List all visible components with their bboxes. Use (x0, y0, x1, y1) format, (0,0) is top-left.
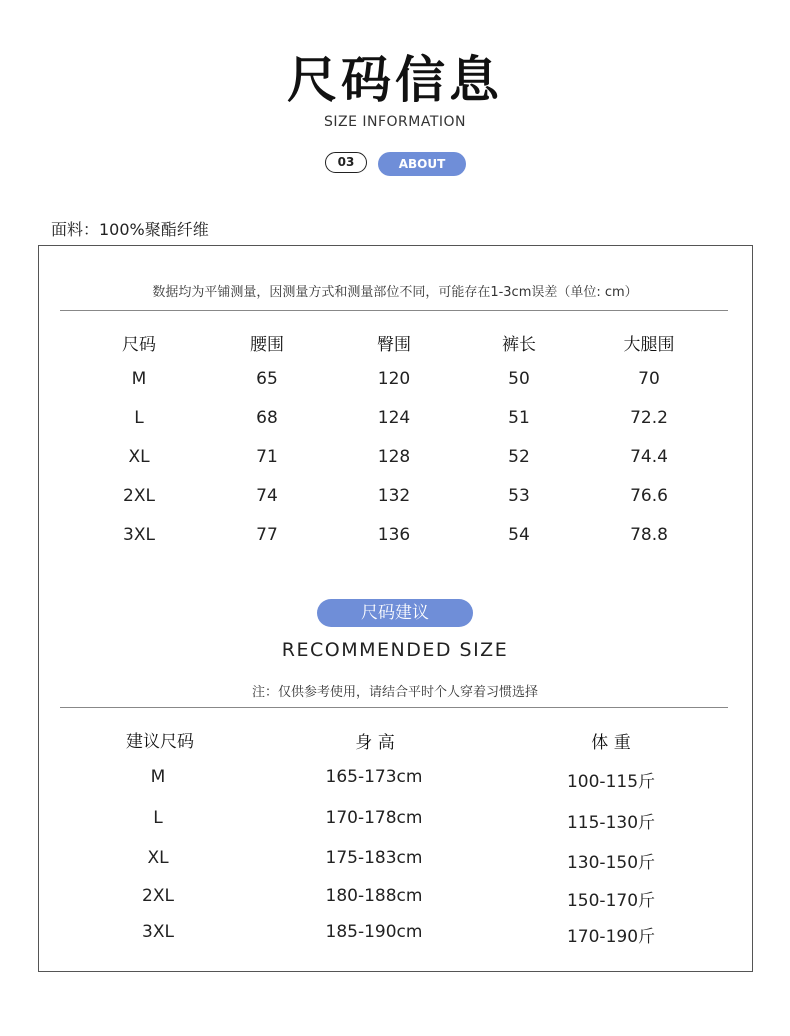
table-header-cell: 建议尺码 (126, 732, 194, 752)
table-cell: 53 (508, 486, 530, 506)
table-cell: 50 (508, 369, 530, 389)
table-cell: M (150, 767, 166, 787)
table-cell: 65 (256, 369, 278, 389)
table-cell: L (153, 808, 163, 828)
table-cell: 76.6 (630, 486, 668, 506)
table-cell: 74 (256, 486, 278, 506)
section-number-badge: 03 (325, 152, 367, 173)
recommend-note: 注：仅供参考使用，请结合平时个人穿着习惯选择 (251, 685, 538, 700)
table-cell: 132 (377, 486, 411, 506)
table-cell: 3XL (123, 525, 155, 545)
table-cell: 136 (377, 525, 411, 545)
table-cell: 130-150斤 (566, 853, 656, 873)
measurement-note: 数据均为平铺测量，因测量方式和测量部位不同，可能存在1-3cm误差（单位: cm） (152, 285, 638, 300)
section-label-badge: ABOUT (378, 152, 466, 176)
page-title: 尺码信息 (287, 51, 503, 109)
table-cell: 100-115斤 (566, 772, 656, 792)
table-header-cell: 腰围 (250, 335, 284, 355)
table-cell: 115-130斤 (566, 813, 656, 833)
table-cell: 180-188cm (325, 886, 423, 906)
table-cell: 124 (377, 408, 411, 428)
table-cell: 2XL (123, 486, 155, 506)
table-cell: XL (147, 848, 169, 868)
table-header-cell: 身 高 (355, 733, 395, 753)
table-cell: 165-173cm (325, 767, 423, 787)
table-cell: L (134, 408, 144, 428)
divider (60, 310, 728, 311)
table-cell: 120 (377, 369, 411, 389)
table-cell: 2XL (142, 886, 174, 906)
table-cell: 150-170斤 (566, 891, 656, 911)
table-cell: M (131, 369, 147, 389)
table-header-cell: 臀围 (377, 335, 411, 355)
table-header-cell: 体 重 (591, 733, 631, 753)
material-info: 面料：100%聚酯纤维 (51, 220, 209, 239)
table-header-cell: 裤长 (502, 335, 536, 355)
divider (60, 707, 728, 708)
table-cell: 185-190cm (325, 922, 423, 942)
table-cell: 68 (256, 408, 278, 428)
table-cell: 3XL (142, 922, 174, 942)
table-cell: 54 (508, 525, 530, 545)
page-subtitle: SIZE INFORMATION (323, 114, 467, 130)
table-cell: 77 (256, 525, 278, 545)
table-cell: 74.4 (630, 447, 668, 467)
table-cell: 78.8 (630, 525, 668, 545)
recommend-title: RECOMMENDED SIZE (281, 639, 509, 661)
table-cell: 175-183cm (325, 848, 423, 868)
table-cell: 170-190斤 (566, 927, 656, 947)
table-header-cell: 大腿围 (623, 335, 675, 355)
table-cell: 51 (508, 408, 530, 428)
table-header-cell: 尺码 (122, 335, 156, 355)
table-cell: 72.2 (630, 408, 668, 428)
table-cell: XL (128, 447, 150, 467)
table-cell: 170-178cm (325, 808, 423, 828)
recommend-badge: 尺码建议 (317, 599, 473, 627)
table-cell: 70 (638, 369, 660, 389)
table-cell: 71 (256, 447, 278, 467)
table-cell: 128 (377, 447, 411, 467)
table-cell: 52 (508, 447, 530, 467)
